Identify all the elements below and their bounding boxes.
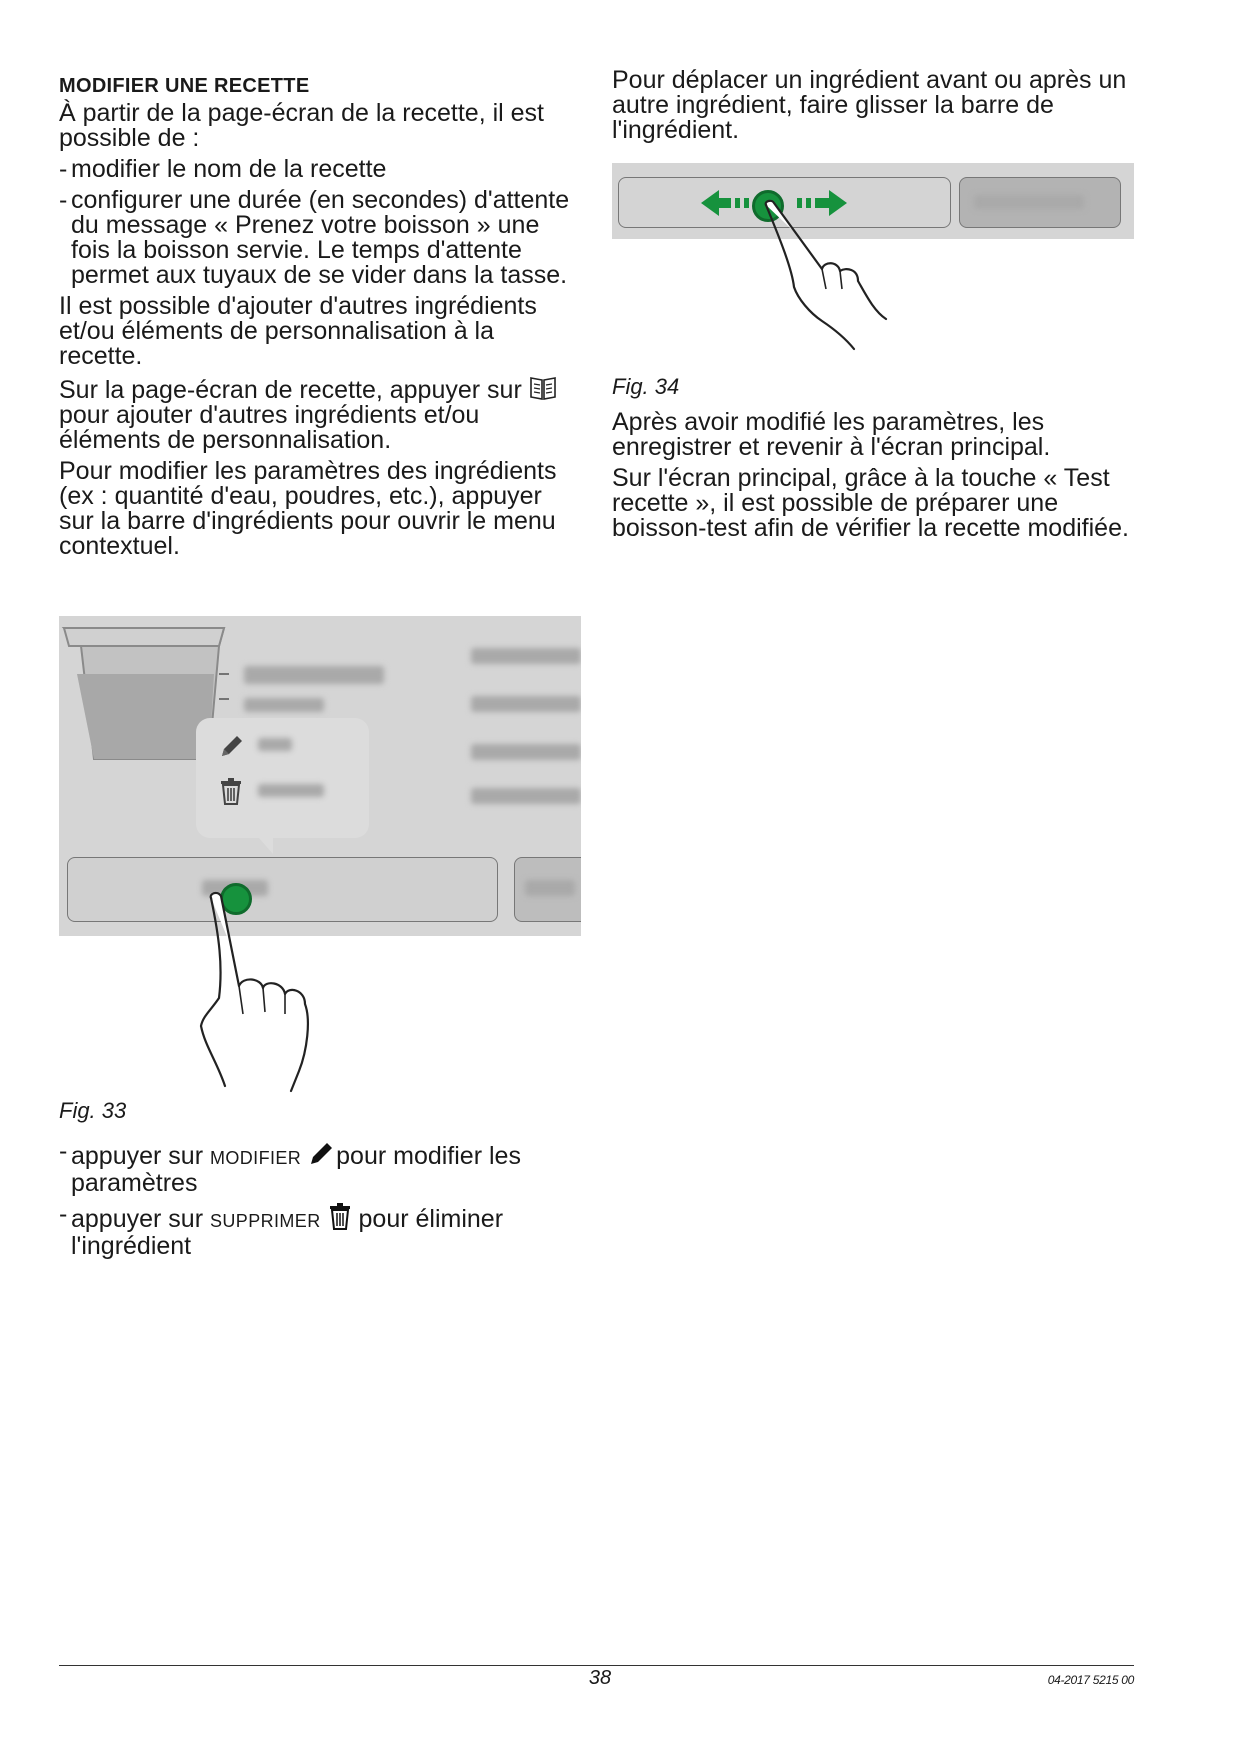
pencil-icon — [308, 1139, 336, 1167]
add-ingredients-paragraph: Il est possible d'ajouter d'autres ingrédients et/ou éléments de personnalisation à la recette. — [59, 292, 537, 370]
action-list — [59, 1139, 581, 1265]
ingredient-bar-next[interactable] — [959, 177, 1121, 228]
footer-divider — [59, 1665, 1134, 1666]
trash-icon — [328, 1202, 352, 1230]
context-menu — [196, 718, 369, 838]
supprimer-keyword: SUPPRIMER — [209, 1211, 321, 1231]
blurred-label — [974, 195, 1084, 209]
left-column — [59, 70, 581, 565]
blurred-label — [471, 696, 581, 712]
blurred-label — [471, 788, 581, 804]
pencil-icon[interactable] — [218, 732, 246, 760]
list-item-text: modifier le nom de la recette — [71, 155, 387, 183]
modify-params-paragraph: Pour modifier les paramètres des ingrédients (ex : quantité d'eau, poudres, etc.), appuyer sur la barre d'ingrédients pour ouvrir le menu contextuel. — [59, 457, 557, 560]
figure-caption: Fig. 33 — [59, 1098, 127, 1123]
action-prefix: appuyer sur — [71, 1205, 204, 1233]
document-code: 04-2017 5215 00 — [1047, 1673, 1134, 1687]
action-prefix: appuyer sur — [71, 1142, 204, 1170]
right-column-top — [612, 68, 1134, 149]
recipe-screen-text-b: pour ajouter d'autres ingrédients et/ou éléments de personnalisation. — [59, 401, 480, 454]
hand-icon — [762, 199, 942, 359]
blurred-label — [258, 784, 324, 797]
section-heading: MODIFIER UNE RECETTE — [59, 75, 310, 97]
recipe-screen-paragraph — [59, 375, 581, 453]
test-recipe-paragraph: Sur l'écran principal, grâce à la touche « Test recette », il est possible de préparer une boisson-test afin de vérifier la recette modifiée. — [612, 464, 1129, 542]
action-suffix: pour éliminer l'ingrédient — [71, 1205, 504, 1260]
blurred-label — [244, 666, 384, 684]
move-ingredient-paragraph: Pour déplacer un ingrédient avant ou après un autre ingrédient, faire glisser la barre de l'ingrédient. — [612, 66, 1127, 144]
recipe-book-icon — [529, 375, 557, 401]
page-number: 38 — [588, 1667, 612, 1689]
ingredient-bar-next[interactable] — [514, 857, 581, 922]
list-item: - modifier le nom de la recette — [59, 155, 387, 183]
figure-33 — [59, 616, 581, 1096]
blurred-label — [244, 698, 324, 712]
save-paragraph: Après avoir modifié les paramètres, les enregistrer et revenir à l'écran principal. — [612, 408, 1051, 461]
list-item: - appuyer sur SUPPRIMER pour éliminer l'ingrédient — [59, 1200, 504, 1260]
intro-paragraph: À partir de la page-écran de la recette, il est possible de : — [59, 99, 544, 152]
context-menu-tail — [259, 838, 273, 854]
list-item: - appuyer sur MODIFIER pour modifier les paramètres — [59, 1137, 521, 1197]
modifier-keyword: MODIFIER — [209, 1148, 302, 1168]
blurred-label — [258, 738, 292, 751]
list-item: - configurer une durée (en secondes) d'attente du message « Prenez votre boisson » une fois la boisson servie. Le temps d'attente permet aux tuyaux de se vider dans la tasse. — [59, 186, 570, 289]
blurred-label — [471, 648, 581, 664]
fig33-caption-block — [59, 1098, 581, 1124]
trash-icon[interactable] — [218, 776, 244, 806]
figure-caption: Fig. 34 — [612, 374, 680, 399]
hand-icon — [199, 886, 419, 1096]
action-suffix: pour modifier les paramètres — [71, 1142, 521, 1197]
recipe-screen-text-a: Sur la page-écran de recette, appuyer sur — [59, 376, 522, 404]
blurred-label — [525, 880, 575, 896]
list-item-text: configurer une durée (en secondes) d'attente du message « Prenez votre boisson » une fois la boisson servie. Le temps d'attente permet aux tuyaux de se vider dans la tasse. — [71, 186, 570, 289]
blurred-label — [471, 744, 581, 760]
right-column-bottom — [612, 374, 1134, 547]
figure-34 — [612, 163, 1134, 363]
